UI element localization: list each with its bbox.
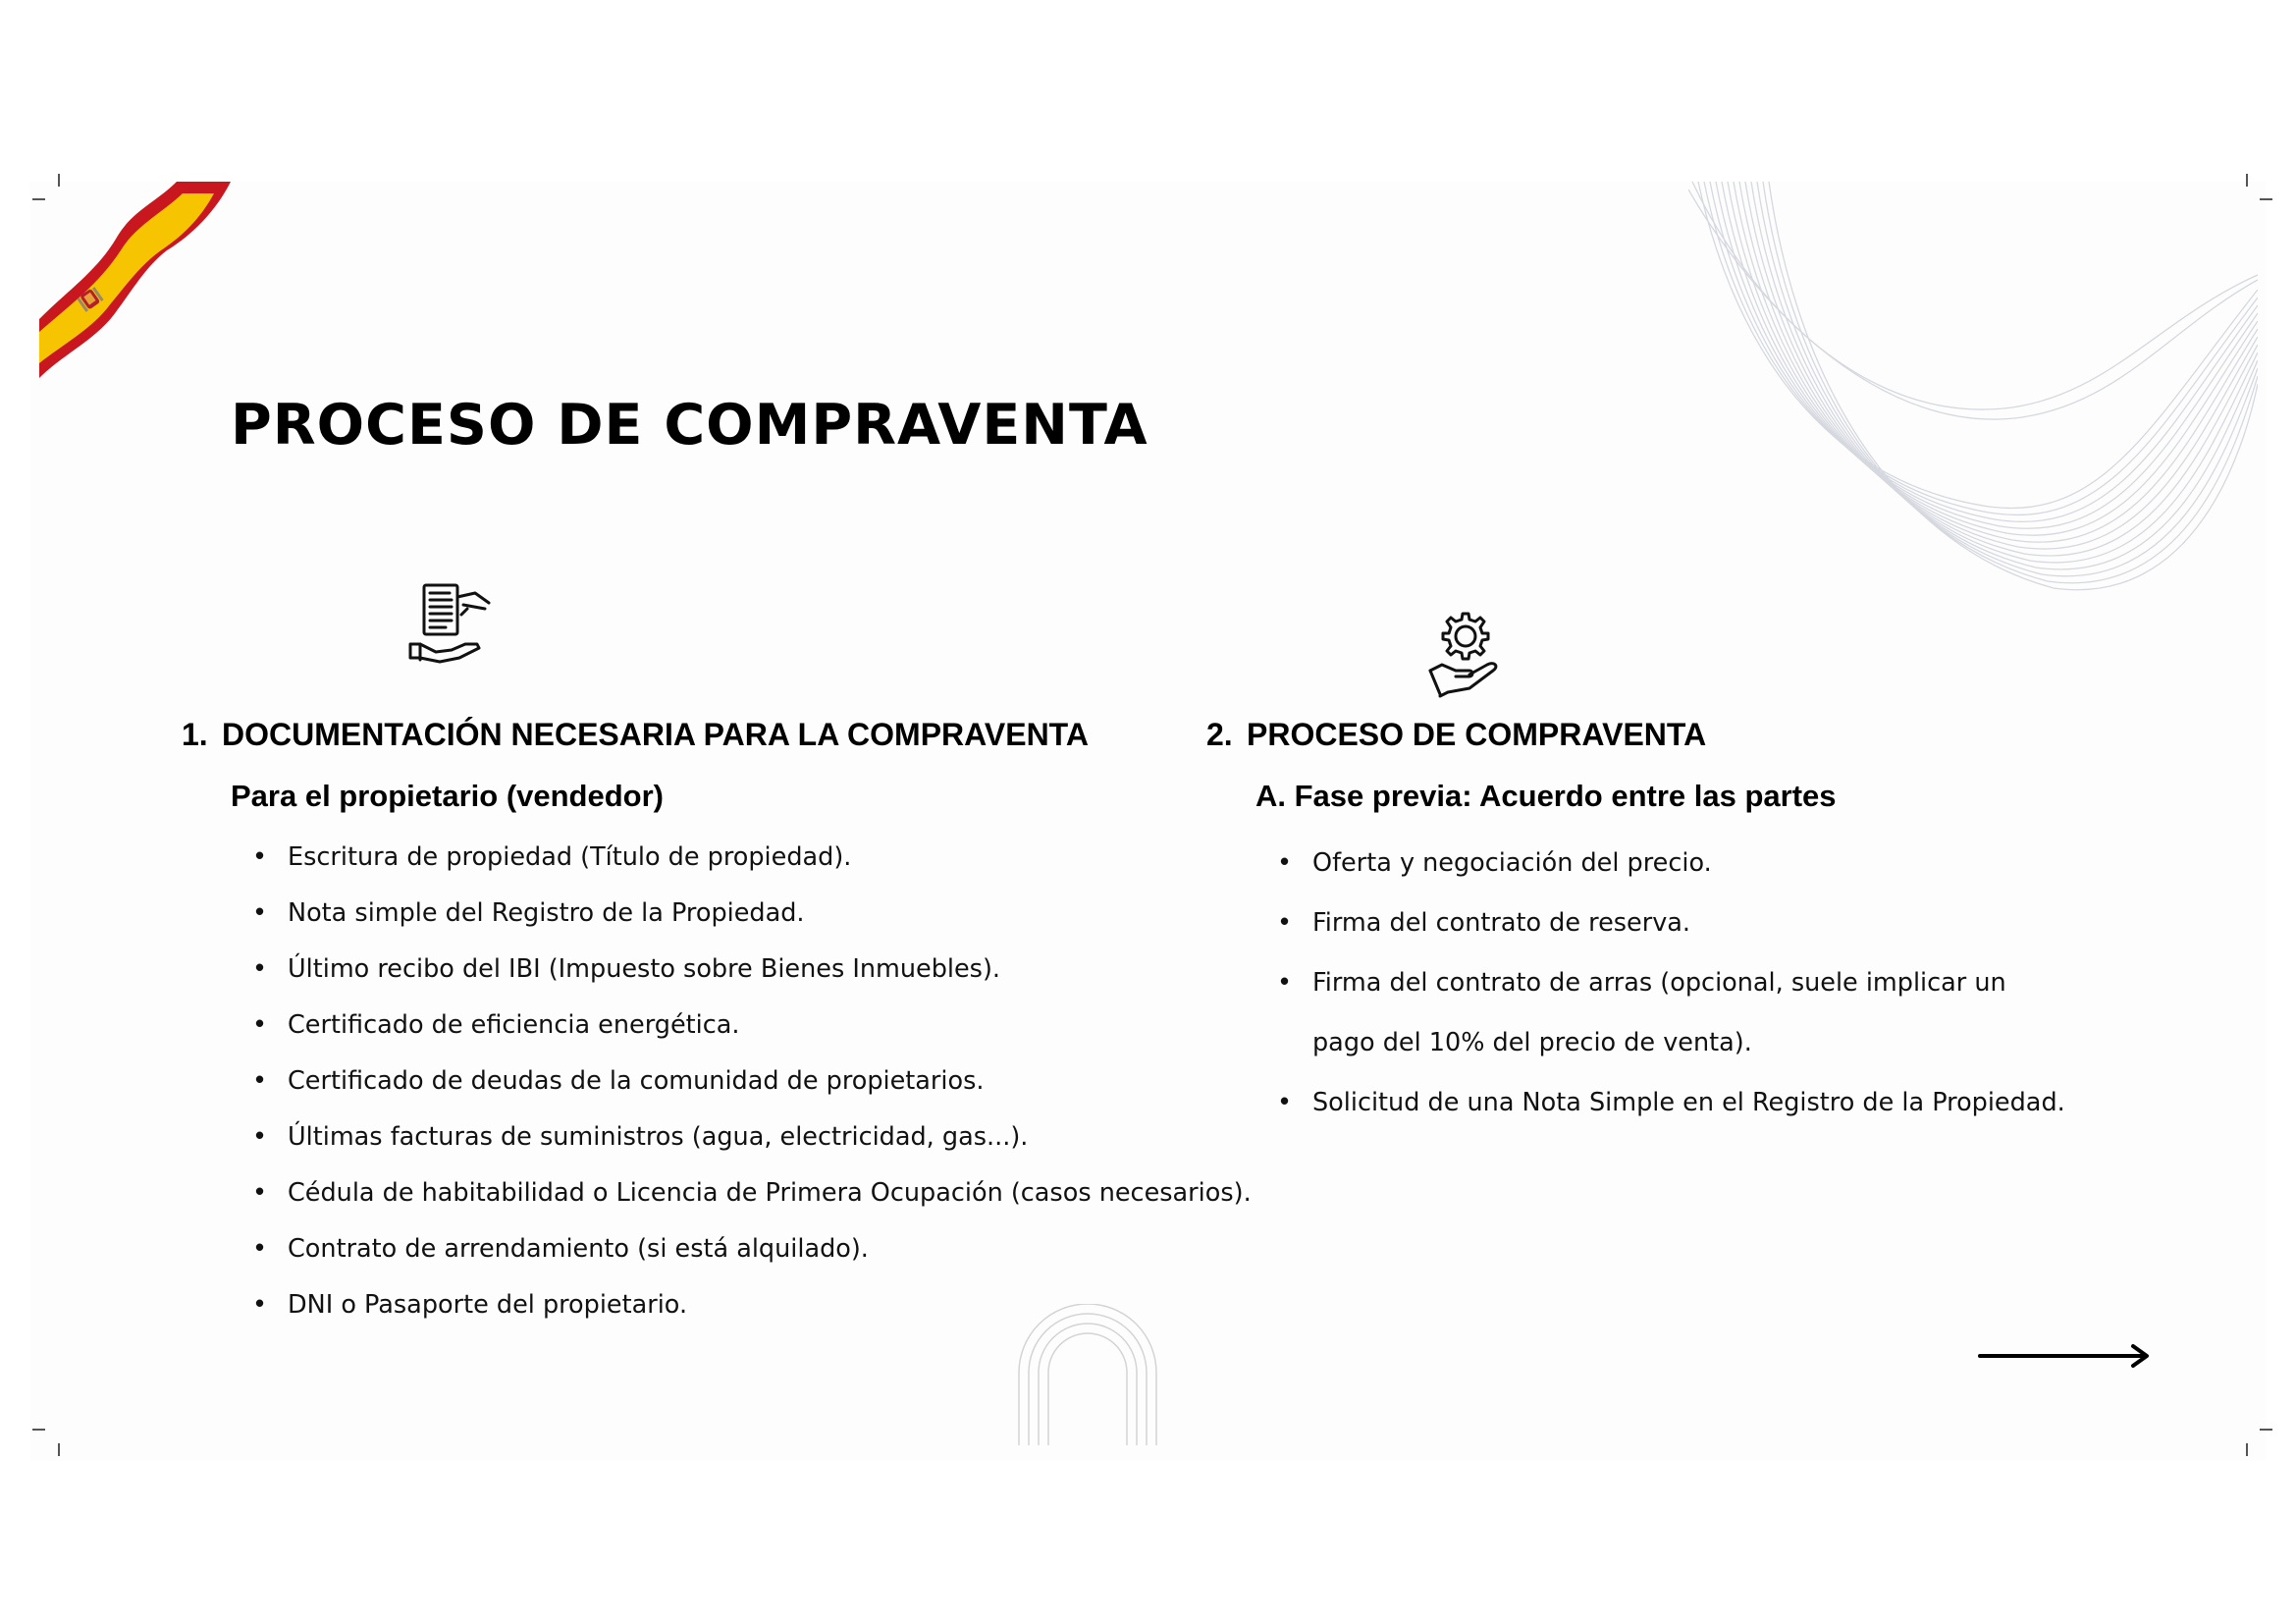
process-list (1271, 834, 2065, 1133)
section-heading (1206, 717, 2065, 753)
list-item: • Firma del contrato de arras (opcional, suele implicar un pago del 10% del precio de venta). (1271, 953, 2034, 1073)
section-title: DOCUMENTACIÓN NECESARIA PARA LA COMPRAVENTA (222, 717, 1089, 752)
list-item: • Nota simple del Registro de la Propiedad. (246, 886, 1252, 942)
list-item: • Cédula de habitabilidad o Licencia de Primera Ocupación (casos necesarios). (246, 1165, 1252, 1221)
list-item: • Oferta y negociación del precio. (1271, 834, 2065, 893)
list-item: • Solicitud de una Nota Simple en el Registro de la Propiedad. (1271, 1073, 2065, 1133)
spain-flag-ribbon (39, 182, 236, 378)
section-title: PROCESO DE COMPRAVENTA (1247, 717, 1707, 752)
next-arrow-icon[interactable] (1978, 1341, 2153, 1371)
list-item: • Contrato de arrendamiento (si está alquilado). (246, 1221, 1252, 1277)
list-item: • Certificado de eficiencia energética. (246, 998, 1252, 1054)
section-documentation (182, 717, 1252, 1333)
section-subheading: Para el propietario (vendedor) (231, 779, 664, 813)
crop-mark (32, 1429, 45, 1431)
list-item: • DNI o Pasaporte del propietario. (246, 1277, 1252, 1333)
list-item: • Certificado de deudas de la comunidad de propietarios. (246, 1054, 1252, 1109)
section-number: 2. (1206, 717, 1233, 752)
crop-mark (58, 1443, 60, 1456)
page-title: PROCESO DE COMPRAVENTA (231, 393, 1148, 458)
list-item: • Último recibo del IBI (Impuesto sobre Bienes Inmuebles). (246, 942, 1252, 998)
document-list (246, 830, 1252, 1333)
section-subheading: A. Fase previa: Acuerdo entre las partes (1255, 779, 1837, 813)
document-hand-icon (406, 579, 497, 670)
wave-lines-decoration (1688, 182, 2258, 614)
list-item: • Últimas facturas de suministros (agua, electricidad, gas...). (246, 1109, 1252, 1165)
section-number: 1. (182, 717, 208, 752)
list-item: • Firma del contrato de reserva. (1271, 893, 2065, 953)
section-heading (182, 717, 1252, 753)
crop-mark (2260, 1429, 2272, 1431)
gear-hand-icon (1426, 610, 1509, 700)
crop-mark (2260, 198, 2272, 200)
list-item: • Escritura de propiedad (Título de propiedad). (246, 830, 1252, 886)
section-process (1206, 717, 2065, 1133)
crop-mark (2246, 1443, 2248, 1456)
